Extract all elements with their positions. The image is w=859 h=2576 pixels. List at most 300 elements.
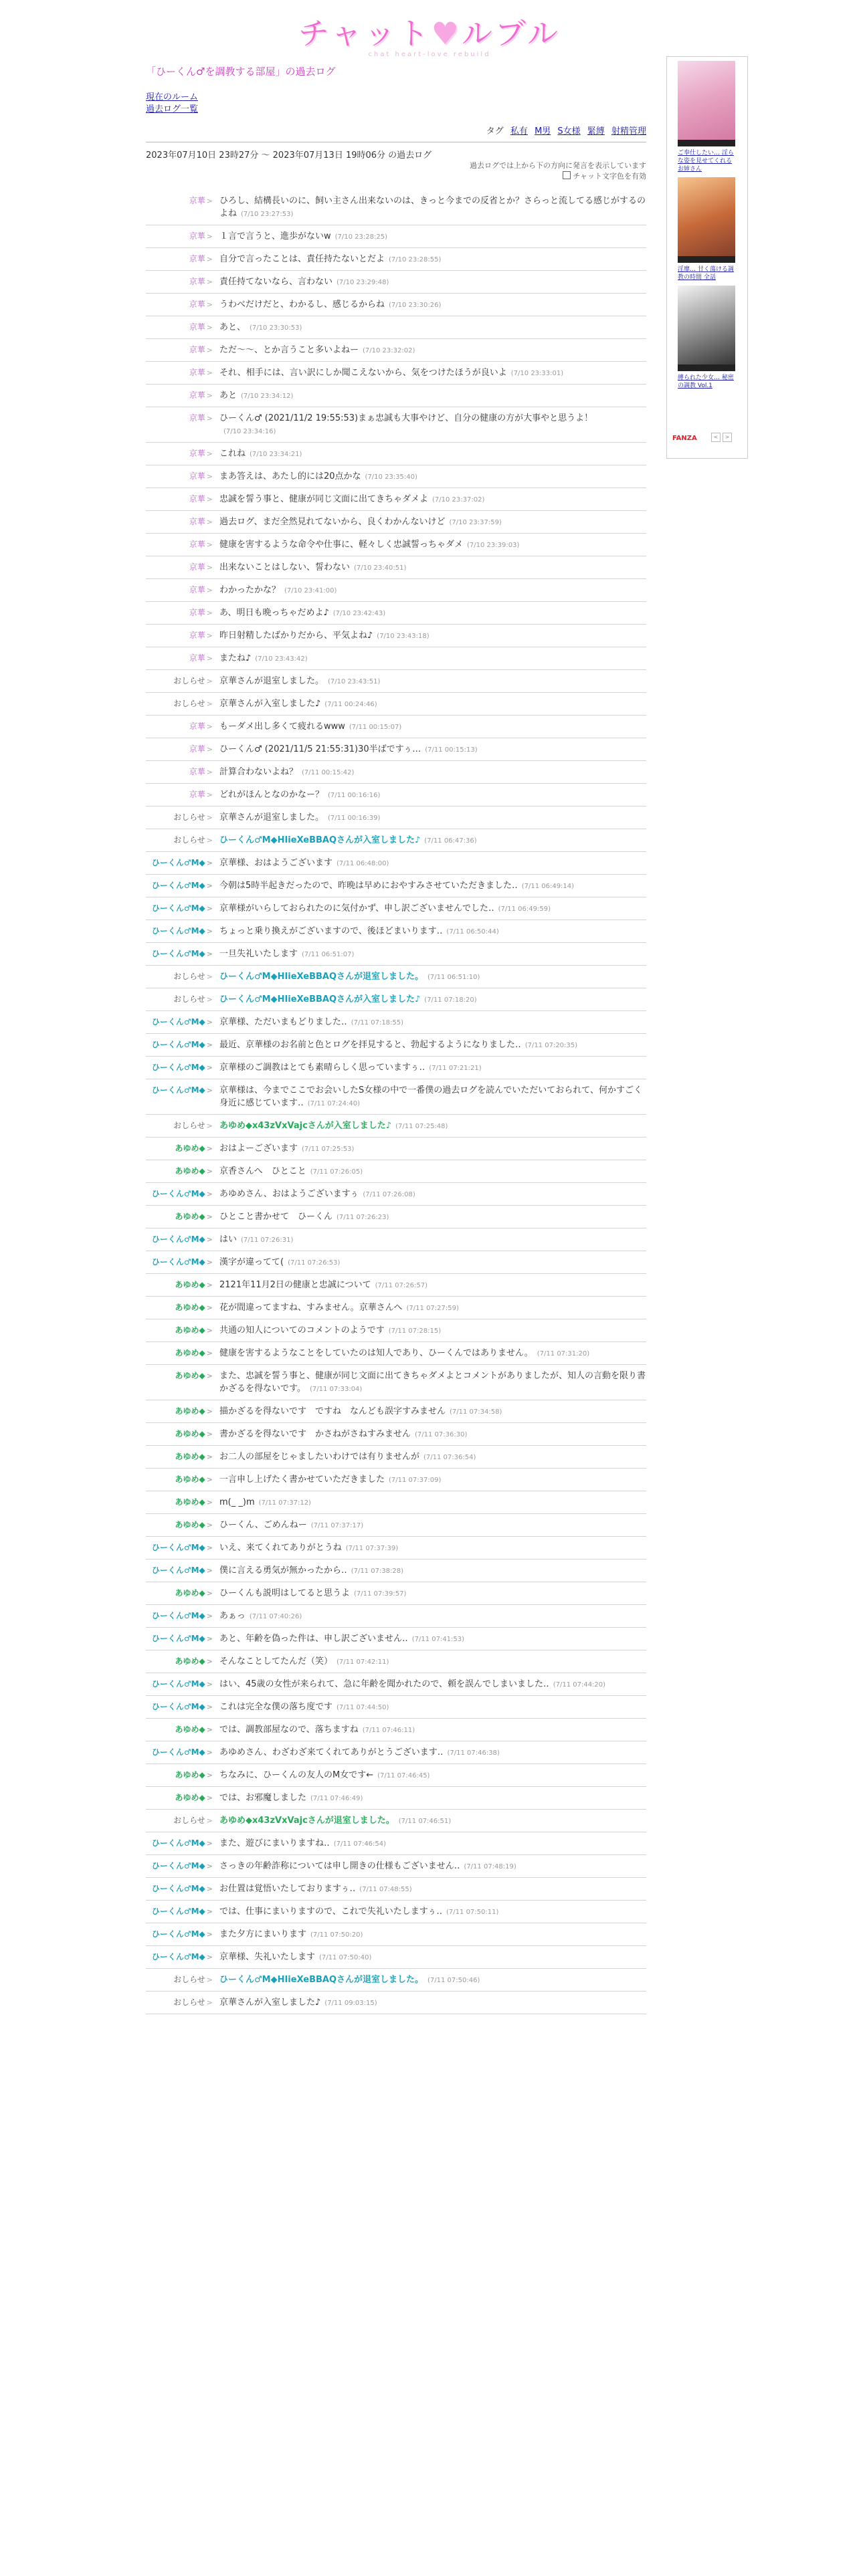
chat-message-row xyxy=(146,385,646,407)
message-text: お二人の部屋をじゃましたいわけでは有りませんが xyxy=(219,1452,420,1462)
message-body xyxy=(219,389,646,403)
message-text: 京華さんが退室しました。 xyxy=(219,676,324,686)
author-name: 京華 xyxy=(189,345,205,354)
prev-button[interactable]: < xyxy=(711,433,721,442)
arrow-icon: > xyxy=(206,495,213,504)
tag-link[interactable]: 緊縛 xyxy=(587,126,605,136)
message-text: また、忠誠を誓う事と、健康が同じ文面に出てきちゃダメよとコメントがありましたが、知人の言動を限り書かざるを得ないです。 xyxy=(219,1371,646,1394)
message-timestamp: (7/10 23:37:59) xyxy=(449,519,502,526)
tag-link[interactable]: 射精管理 xyxy=(611,126,646,136)
author-name: 京華 xyxy=(189,368,205,377)
message-text: また、遊びにまいりますね‥ xyxy=(219,1838,330,1848)
chat-message-row xyxy=(146,1228,646,1251)
chat-message-row xyxy=(146,1741,646,1764)
chat-message-row xyxy=(146,1992,646,2014)
order-note: 過去ログでは上から下の方向に発言を表示しています xyxy=(470,161,646,170)
message-author xyxy=(146,834,219,847)
chat-message-row xyxy=(146,1319,646,1342)
message-timestamp: (7/11 06:49:59) xyxy=(498,905,551,913)
message-timestamp: (7/11 06:50:44) xyxy=(446,928,499,936)
author-name: 京華 xyxy=(189,722,205,731)
author-name: ひーくん♂M◆ xyxy=(151,1952,205,1961)
message-author xyxy=(146,1016,219,1029)
message-body xyxy=(219,697,646,711)
arrow-icon: > xyxy=(206,1235,213,1244)
arrow-icon: > xyxy=(206,631,213,640)
message-author xyxy=(146,948,219,961)
ad-sidebar xyxy=(666,56,748,459)
message-timestamp: (7/10 23:42:43) xyxy=(332,610,386,617)
message-timestamp: (7/11 06:49:14) xyxy=(521,883,575,890)
author-name: おしらせ xyxy=(173,699,205,708)
message-text: それ、相手には、言い訳にしか聞こえないから、気をつけたほうが良いよ xyxy=(219,368,507,378)
message-timestamp: (7/11 07:25:53) xyxy=(302,1146,355,1153)
chat-message-row xyxy=(146,1832,646,1855)
fanza-logo[interactable]: FANZA xyxy=(672,435,697,442)
arrow-icon: > xyxy=(206,1498,213,1507)
tag-link[interactable]: 私有 xyxy=(510,126,528,136)
log-notes xyxy=(146,160,646,182)
message-author xyxy=(146,925,219,938)
author-name: あゆめ◆ xyxy=(175,1452,205,1461)
message-author xyxy=(146,1428,219,1441)
chat-message-row xyxy=(146,1901,646,1923)
arrow-icon: > xyxy=(206,1144,213,1153)
message-text: 自分で言ったことは、責任持たないとだよ xyxy=(219,254,385,264)
message-author xyxy=(146,516,219,529)
arrow-icon: > xyxy=(206,1303,213,1312)
arrow-icon: > xyxy=(206,700,213,708)
message-author xyxy=(146,766,219,779)
chat-message-row xyxy=(146,1057,646,1079)
message-text: ひーくん♂ (2021/11/2 19:55:53)まぁ忠誠も大事やけど、自分の健康の方が大事やと思うよ！ xyxy=(219,413,593,423)
message-author xyxy=(146,1905,219,1919)
message-author xyxy=(146,1084,219,1110)
arrow-icon: > xyxy=(206,197,213,205)
message-author xyxy=(146,1519,219,1532)
author-name: おしらせ xyxy=(173,676,205,685)
arrow-icon: > xyxy=(206,1281,213,1289)
author-name: おしらせ xyxy=(173,972,205,981)
message-author xyxy=(146,788,219,802)
arrow-icon: > xyxy=(206,1430,213,1438)
chat-message-row xyxy=(146,1764,646,1787)
main-column xyxy=(146,64,646,2014)
message-author xyxy=(146,1210,219,1224)
author-name: ひーくん♂M◆ xyxy=(151,858,205,867)
message-timestamp: (7/11 00:15:42) xyxy=(302,769,355,776)
arrow-icon: > xyxy=(206,1748,213,1757)
message-timestamp: (7/11 07:37:17) xyxy=(310,1522,364,1529)
message-timestamp: (7/11 07:27:59) xyxy=(406,1305,459,1312)
message-timestamp: (7/11 07:37:12) xyxy=(258,1499,311,1507)
message-text: はい、45歳の女性が来られて、急に年齢を聞かれたので、頼を誤んでしまいました‥ xyxy=(219,1679,549,1689)
message-body xyxy=(219,1928,646,1941)
message-text: はい xyxy=(219,1235,237,1245)
message-author xyxy=(146,561,219,574)
message-timestamp: (7/11 07:38:28) xyxy=(351,1568,404,1575)
arrow-icon: > xyxy=(206,1657,213,1666)
message-body xyxy=(219,1814,646,1828)
logo-subtitle: chat heart-love rebuild xyxy=(368,51,491,58)
arrow-icon: > xyxy=(206,1907,213,1916)
message-text: １言で言うと、進歩がないw xyxy=(219,231,331,241)
message-body xyxy=(219,720,646,734)
arrow-icon: > xyxy=(206,904,213,913)
author-name: ひーくん♂M◆ xyxy=(151,926,205,936)
message-text: 京華さんが退室しました。 xyxy=(219,813,324,823)
message-text: あゆめ◆x43zVxVajcさんが退室しました。 xyxy=(219,1816,395,1826)
message-text: あと、 xyxy=(219,322,246,332)
author-name: 京華 xyxy=(189,540,205,549)
message-timestamp: (7/11 07:18:20) xyxy=(424,996,477,1004)
message-timestamp: (7/11 06:48:00) xyxy=(337,860,389,867)
site-logo[interactable] xyxy=(0,9,859,58)
message-timestamp: (7/10 23:35:40) xyxy=(365,473,417,481)
author-name: おしらせ xyxy=(173,1998,205,2007)
author-name: ひーくん♂M◆ xyxy=(151,1907,205,1916)
message-author xyxy=(146,1496,219,1509)
message-body xyxy=(219,1451,646,1464)
tag-link[interactable]: M男 xyxy=(535,126,551,136)
arrow-icon: > xyxy=(206,1566,213,1575)
message-author xyxy=(146,276,219,289)
message-body xyxy=(219,766,646,779)
arrow-icon: > xyxy=(206,1063,213,1072)
message-author xyxy=(146,253,219,266)
message-timestamp: (7/11 07:28:15) xyxy=(388,1327,442,1335)
message-text: 京華様、失礼いたします xyxy=(219,1952,316,1962)
message-timestamp: (7/11 07:44:50) xyxy=(337,1704,389,1711)
author-name: ひーくん♂M◆ xyxy=(151,903,205,913)
arrow-icon: > xyxy=(206,1975,213,1984)
message-timestamp: (7/11 07:26:53) xyxy=(288,1259,341,1267)
arrow-icon: > xyxy=(206,1372,213,1380)
message-text: お仕置は覚悟いたしておりますぅ‥ xyxy=(219,1884,356,1894)
color-toggle[interactable] xyxy=(146,171,646,182)
message-author xyxy=(146,1324,219,1337)
chat-message-row xyxy=(146,1969,646,1992)
chat-message-row xyxy=(146,1787,646,1810)
message-author xyxy=(146,584,219,597)
current-room-link[interactable]: 現在のルーム xyxy=(146,92,199,102)
author-name: ひーくん♂M◆ xyxy=(151,1063,205,1072)
message-text: 京華さんが入室しました♪ xyxy=(219,1998,321,2008)
chat-message-row xyxy=(146,1605,646,1628)
message-timestamp: (7/10 23:40:51) xyxy=(354,564,407,572)
message-text: あ、明日も晩っちゃだめよ♪ xyxy=(219,608,329,618)
author-name: おしらせ xyxy=(173,835,205,845)
message-author xyxy=(146,811,219,825)
author-name: 京華 xyxy=(189,254,205,263)
message-body xyxy=(219,1973,646,1987)
chat-message-row xyxy=(146,625,646,647)
message-body xyxy=(219,879,646,893)
message-timestamp: (7/11 07:46:51) xyxy=(398,1818,452,1825)
message-body xyxy=(219,811,646,825)
message-text: あゆめさん、おはようございますぅ xyxy=(219,1189,359,1199)
chat-message-row xyxy=(146,670,646,693)
message-body xyxy=(219,743,646,756)
arrow-icon: > xyxy=(206,1190,213,1198)
message-timestamp: (7/11 07:42:11) xyxy=(337,1658,389,1666)
author-name: ひーくん♂M◆ xyxy=(151,1838,205,1848)
message-body xyxy=(219,1061,646,1075)
message-body xyxy=(219,1951,646,1964)
message-text: 書かざるを得ないです かさねがさねすみません xyxy=(219,1429,411,1439)
author-name: 京華 xyxy=(189,449,205,458)
arrow-icon: > xyxy=(206,1839,213,1848)
message-body xyxy=(219,1723,646,1737)
message-timestamp: (7/10 23:34:12) xyxy=(241,393,294,400)
message-timestamp: (7/10 23:29:48) xyxy=(337,279,389,286)
message-author xyxy=(146,1610,219,1623)
message-text: 出来ないことはしない、誓わない xyxy=(219,562,351,572)
chat-message-row xyxy=(146,271,646,294)
message-author xyxy=(146,447,219,461)
message-timestamp: (7/10 23:39:03) xyxy=(467,542,520,549)
message-timestamp: (7/10 23:43:51) xyxy=(328,678,381,685)
author-name: 京華 xyxy=(189,494,205,504)
message-timestamp: (7/11 07:37:39) xyxy=(345,1545,399,1552)
message-body xyxy=(219,1347,646,1360)
message-body xyxy=(219,1746,646,1759)
author-name: おしらせ xyxy=(173,1121,205,1130)
message-text: 漢字が違ってて( xyxy=(219,1257,284,1267)
author-name: 京華 xyxy=(189,300,205,309)
arrow-icon: > xyxy=(206,1543,213,1552)
message-author xyxy=(146,1883,219,1896)
arrow-icon: > xyxy=(206,1998,213,2007)
author-name: ひーくん♂M◆ xyxy=(151,1017,205,1027)
chat-message-row xyxy=(146,316,646,339)
ad-item[interactable] xyxy=(678,61,737,173)
message-timestamp: (7/11 07:50:11) xyxy=(446,1909,499,1916)
arrow-icon: > xyxy=(206,1816,213,1825)
checkbox-icon[interactable] xyxy=(563,171,571,179)
message-body xyxy=(219,561,646,574)
arrow-icon: > xyxy=(206,609,213,617)
message-author xyxy=(146,366,219,380)
author-name: あゆめ◆ xyxy=(175,1280,205,1289)
message-body xyxy=(219,788,646,802)
message-timestamp: (7/11 07:50:46) xyxy=(427,1977,480,1984)
message-text: 一旦失礼いたします xyxy=(219,949,298,959)
arrow-icon: > xyxy=(206,414,213,423)
message-timestamp: (7/11 07:50:20) xyxy=(310,1931,363,1939)
message-body xyxy=(219,1564,646,1578)
chat-message-row xyxy=(146,579,646,602)
log-period: 2023年07月10日 23時27分 〜 2023年07月13日 19時06分 の過去ログ xyxy=(146,150,432,160)
message-timestamp: (7/11 07:41:53) xyxy=(411,1636,465,1643)
chat-message-row xyxy=(146,1446,646,1469)
next-button[interactable]: > xyxy=(723,433,732,442)
message-text: 京華さんが入室しました♪ xyxy=(219,699,321,709)
message-text: これね xyxy=(219,449,246,459)
message-author xyxy=(146,470,219,484)
message-text: 忠誠を誓う事と、健康が同じ文面に出てきちゃダメよ xyxy=(219,494,429,504)
arrow-icon: > xyxy=(206,1475,213,1484)
message-timestamp: (7/11 07:48:55) xyxy=(359,1886,412,1893)
message-text: ちなみに、ひーくんの友人のM女です← xyxy=(219,1770,374,1780)
author-name: 京華 xyxy=(189,196,205,205)
author-name: あゆめ◆ xyxy=(175,1793,205,1802)
tag-bar xyxy=(146,124,646,136)
message-text: いえ、来てくれてありがとうね xyxy=(219,1543,342,1553)
message-text: ひーくん♂M◆HIieXeBBAQさんが入室しました♪ xyxy=(219,835,421,845)
chat-message-row xyxy=(146,1034,646,1057)
arrow-icon: > xyxy=(206,1862,213,1870)
message-timestamp: (7/11 06:47:36) xyxy=(424,837,477,845)
author-name: ひーくん♂M◆ xyxy=(151,1634,205,1643)
chat-message-row xyxy=(146,738,646,761)
message-author xyxy=(146,1655,219,1669)
ad-item[interactable] xyxy=(678,286,737,390)
message-author xyxy=(146,1837,219,1850)
ad-cover-image[interactable] xyxy=(678,177,735,263)
chat-message-row xyxy=(146,829,646,852)
message-timestamp: (7/11 07:31:20) xyxy=(537,1350,590,1358)
message-author xyxy=(146,538,219,552)
chat-message-row xyxy=(146,488,646,511)
chat-message-row xyxy=(146,1946,646,1969)
arrow-icon: > xyxy=(206,1794,213,1802)
message-author xyxy=(146,1632,219,1646)
chat-message-row xyxy=(146,1115,646,1138)
author-name: ひーくん♂M◆ xyxy=(151,881,205,890)
chat-message-row xyxy=(146,294,646,316)
arrow-icon: > xyxy=(206,745,213,754)
arrow-icon: > xyxy=(206,927,213,936)
chat-message-row xyxy=(146,1011,646,1034)
cover-band xyxy=(678,256,735,263)
message-text: 京華様は、今までここでお会いしたS女様の中で一番僕の過去ログを読んでいただいておられて、何かすごく身近に感じています‥ xyxy=(219,1085,642,1108)
logo-text: チャット♥ルブル xyxy=(298,15,561,51)
message-body xyxy=(219,1428,646,1441)
author-name: ひーくん♂M◆ xyxy=(151,1189,205,1198)
message-text: あぁっ xyxy=(219,1611,246,1621)
chat-message-row xyxy=(146,716,646,738)
message-text: ひーくん♂M◆HIieXeBBAQさんが退室しました。 xyxy=(219,972,423,982)
author-name: 京華 xyxy=(189,277,205,286)
arrow-icon: > xyxy=(206,790,213,799)
message-text: 京香さんへ ひとこと xyxy=(219,1166,306,1176)
message-author xyxy=(146,629,219,643)
chat-message-row xyxy=(146,1365,646,1400)
message-author xyxy=(146,1142,219,1156)
chat-message-row xyxy=(146,1719,646,1741)
page-title: 「ひーくん♂を調教する部屋」の過去ログ xyxy=(146,66,336,78)
arrow-icon: > xyxy=(206,1521,213,1529)
author-name: あゆめ◆ xyxy=(175,1325,205,1335)
message-timestamp: (7/11 07:26:57) xyxy=(375,1282,427,1289)
author-name: ひーくん♂M◆ xyxy=(151,1257,205,1267)
author-name: あゆめ◆ xyxy=(175,1166,205,1176)
message-text: あと、年齢を偽った件は、申し訳ございません‥ xyxy=(219,1634,408,1644)
message-author xyxy=(146,720,219,734)
message-author xyxy=(146,697,219,711)
message-body xyxy=(219,1165,646,1178)
message-timestamp: (7/11 00:15:07) xyxy=(349,724,402,731)
log-list-link[interactable]: 過去ログ一覧 xyxy=(146,104,199,114)
arrow-icon: > xyxy=(206,1634,213,1643)
ad-cover-image[interactable] xyxy=(678,286,735,371)
message-timestamp: (7/11 07:20:35) xyxy=(524,1042,578,1049)
chat-message-row xyxy=(146,407,646,443)
arrow-icon: > xyxy=(206,586,213,595)
message-text: 昨日射精したばかりだから、平気よね♪ xyxy=(219,631,373,641)
chat-message-row xyxy=(146,1138,646,1160)
message-author xyxy=(146,1973,219,1987)
message-author xyxy=(146,344,219,357)
message-body xyxy=(219,1233,646,1247)
author-name: ひーくん♂M◆ xyxy=(151,1040,205,1049)
chat-message-row xyxy=(146,190,646,225)
message-author xyxy=(146,902,219,916)
message-author xyxy=(146,879,219,893)
ad-item[interactable] xyxy=(678,177,737,282)
message-body xyxy=(219,1541,646,1555)
chat-message-row xyxy=(146,897,646,920)
arrow-icon: > xyxy=(206,813,213,822)
ad-caption-link[interactable]: 縛られた少女… 秘密の調教 Vol.1 xyxy=(678,374,734,389)
message-text: ひーくん♂ (2021/11/5 21:55:31)30半ばですぅ… xyxy=(219,744,421,754)
message-body xyxy=(219,675,646,688)
chat-message-row xyxy=(146,807,646,829)
message-body xyxy=(219,1883,646,1896)
message-body xyxy=(219,993,646,1006)
message-author xyxy=(146,1451,219,1464)
arrow-icon: > xyxy=(206,1212,213,1221)
ad-caption-link[interactable]: ご奉仕したい… 淫らな姿を見せてくれるお姉さん xyxy=(678,150,734,173)
message-body xyxy=(219,1142,646,1156)
message-timestamp: (7/11 07:21:21) xyxy=(429,1065,482,1072)
message-text: ひーくん♂M◆HIieXeBBAQさんが入室しました♪ xyxy=(219,994,421,1004)
message-body xyxy=(219,1769,646,1782)
tag-link[interactable]: S女様 xyxy=(557,126,581,136)
ad-cover-image[interactable] xyxy=(678,61,735,146)
message-text: おはよーございます xyxy=(219,1144,298,1154)
chat-message-row xyxy=(146,1469,646,1491)
author-name: ひーくん♂M◆ xyxy=(151,1085,205,1095)
message-body xyxy=(219,970,646,984)
message-body xyxy=(219,1519,646,1532)
message-timestamp: (7/11 07:26:05) xyxy=(310,1168,363,1176)
chat-message-row xyxy=(146,1923,646,1946)
message-text: わかったかな？ xyxy=(219,585,281,595)
message-timestamp: (7/11 07:48:19) xyxy=(464,1863,516,1870)
message-text: またね♪ xyxy=(219,653,252,663)
arrow-icon: > xyxy=(206,1041,213,1049)
chat-message-row xyxy=(146,1160,646,1183)
message-author xyxy=(146,1996,219,2010)
message-body xyxy=(219,1792,646,1805)
message-author xyxy=(146,1814,219,1828)
author-name: あゆめ◆ xyxy=(175,1725,205,1734)
message-text: また夕方にまいります xyxy=(219,1929,307,1939)
cover-band xyxy=(678,140,735,146)
message-body xyxy=(219,1301,646,1315)
ad-caption-link[interactable]: 淫靡… 甘く蕩ける調教の時間 全話 xyxy=(678,266,734,281)
message-body xyxy=(219,1701,646,1714)
author-name: ひーくん♂M◆ xyxy=(151,1235,205,1244)
message-author xyxy=(146,1564,219,1578)
message-text: ひろし、結構長いのに、飼い主さん出来ないのは、きっと今までの反省とか？さらっと流してる感じがするのよね xyxy=(219,196,646,219)
author-name: ひーくん♂M◆ xyxy=(151,1611,205,1620)
chat-message-row xyxy=(146,465,646,488)
message-text: 今朝は5時半起きだったので、昨晩は早めにおやすみさせていただきました‥ xyxy=(219,881,518,891)
message-body xyxy=(219,1860,646,1873)
